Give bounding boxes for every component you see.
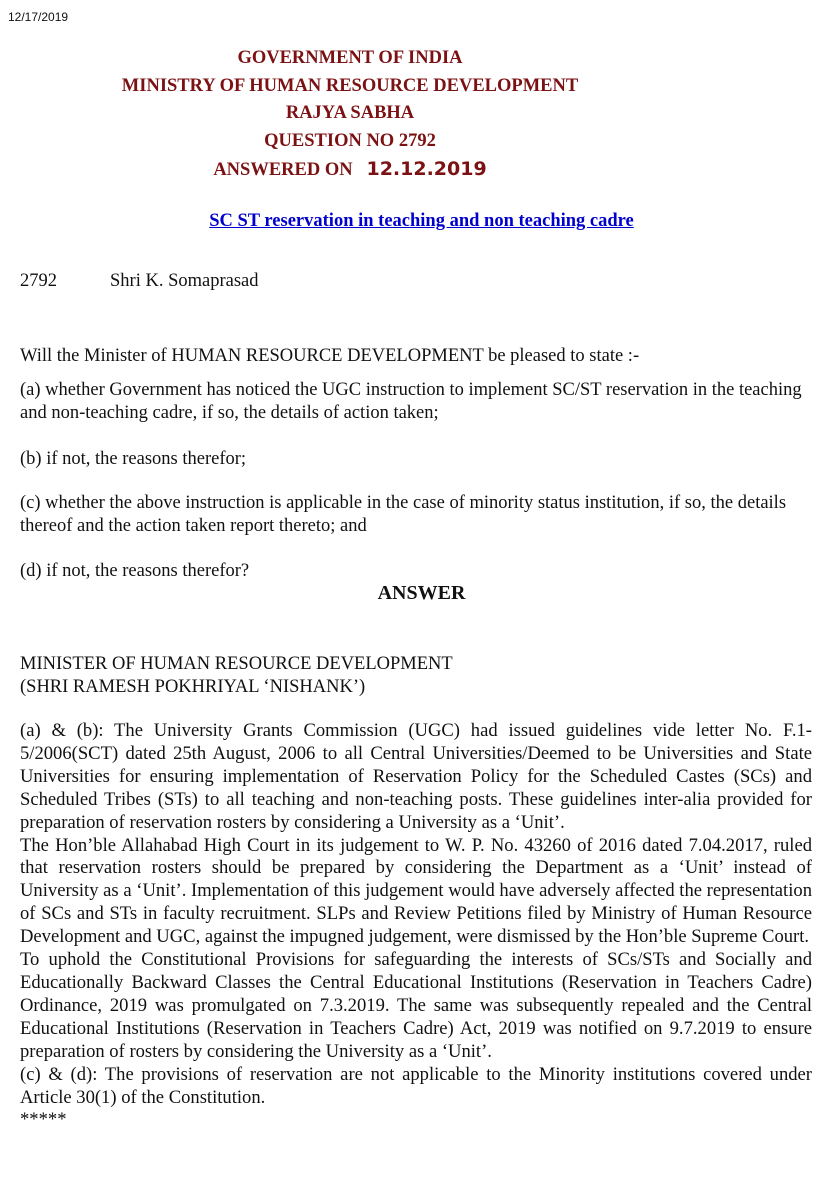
answer-heading: ANSWER: [377, 582, 466, 604]
member-name: Shri K. Somaprasad: [110, 271, 259, 291]
question-part-b: (b) if not, the reasons therefor;: [20, 449, 247, 469]
header-house: RAJYA SABHA: [285, 103, 415, 123]
answer-paragraph-ordinance: To uphold the Constitutional Provisions for safeguarding the interests of SCs/STs and Socially and Educationally Backward Classes the Central Educational Institutions (Reservation in Teachers Cadre) Ordinance, 2019 was promulgated on 7.3.2019. The same was subsequently repealed and the Central Educational Institutions (Reservation in Teachers Cadre) Act, 2019 was notified on 9.7.2019 to ensure preparation of rosters by considering the University as a ‘Unit’.: [20, 949, 812, 1062]
header-ministry: MINISTRY OF HUMAN RESOURCE DEVELOPMENT: [121, 76, 579, 96]
question-meta: [20, 270, 805, 293]
question-part-a: (a) whether Government has noticed the UGC instruction to implement SC/ST reservation in the teaching and non-teaching cadre, if so, the details of action taken;: [20, 380, 802, 423]
question-part-c: (c) whether the above instruction is applicable in the case of minority status institution, if so, the details thereof and the action taken report thereto; and: [20, 493, 787, 536]
question-intro: Will the Minister of HUMAN RESOURCE DEVELOPMENT be pleased to state :-: [20, 346, 640, 366]
answer-paragraph-cd: (c) & (d): The provisions of reservation are not applicable to the Minority institutions covered under Article 30(1) of the Constitution.: [20, 1063, 812, 1108]
question-part-d: (d) if not, the reasons therefor?: [20, 561, 250, 581]
minister-name: (SHRI RAMESH POKHRIYAL ‘NISHANK’): [20, 677, 366, 697]
answer-paragraph-court: The Hon’ble Allahabad High Court in its judgement to W. P. No. 43260 of 2016 dated 7.04.2017, ruled that reservation rosters should be prepared by considering the Department as a ‘Unit’ instead of University as a ‘Unit’. Implementation of this judgement would have adversely affected the representation of SCs and STs in faculty recruitment. SLPs and Review Petitions filed by Ministry of Human Resource Development and UGC, against the impugned judgement, were dismissed by the Hon’ble Supreme Court.: [20, 834, 812, 948]
minister-title: MINISTER OF HUMAN RESOURCE DEVELOPMENT: [20, 654, 453, 674]
print-date: 12/17/2019: [8, 10, 69, 24]
question-title-link[interactable]: SC ST reservation in teaching and non teaching cadre: [209, 211, 634, 231]
question-number: 2792: [20, 271, 57, 291]
answer-paragraph-ab: (a) & (b): The University Grants Commission (UGC) had issued guidelines vide letter No. F.1-5/2006(SCT) dated 25th August, 2006 to all Central Universities/Deemed to be Universities and State Universities for ensuring implementation of Reservation Policy for the Scheduled Castes (SCs) and Scheduled Tribes (STs) to all teaching and non-teaching posts. These guidelines inter-alia provided for preparation of reservation rosters by considering a University as a ‘Unit’.: [20, 720, 812, 833]
header-government: GOVERNMENT OF INDIA: [237, 48, 463, 68]
header-answered-on: [0, 158, 700, 181]
answered-date: 12.12.2019: [366, 158, 487, 180]
answered-label: ANSWERED ON: [213, 160, 353, 180]
header-question-no: QUESTION NO 2792: [264, 131, 436, 151]
answer-body: [20, 720, 812, 1132]
end-mark: *****: [20, 1109, 67, 1131]
